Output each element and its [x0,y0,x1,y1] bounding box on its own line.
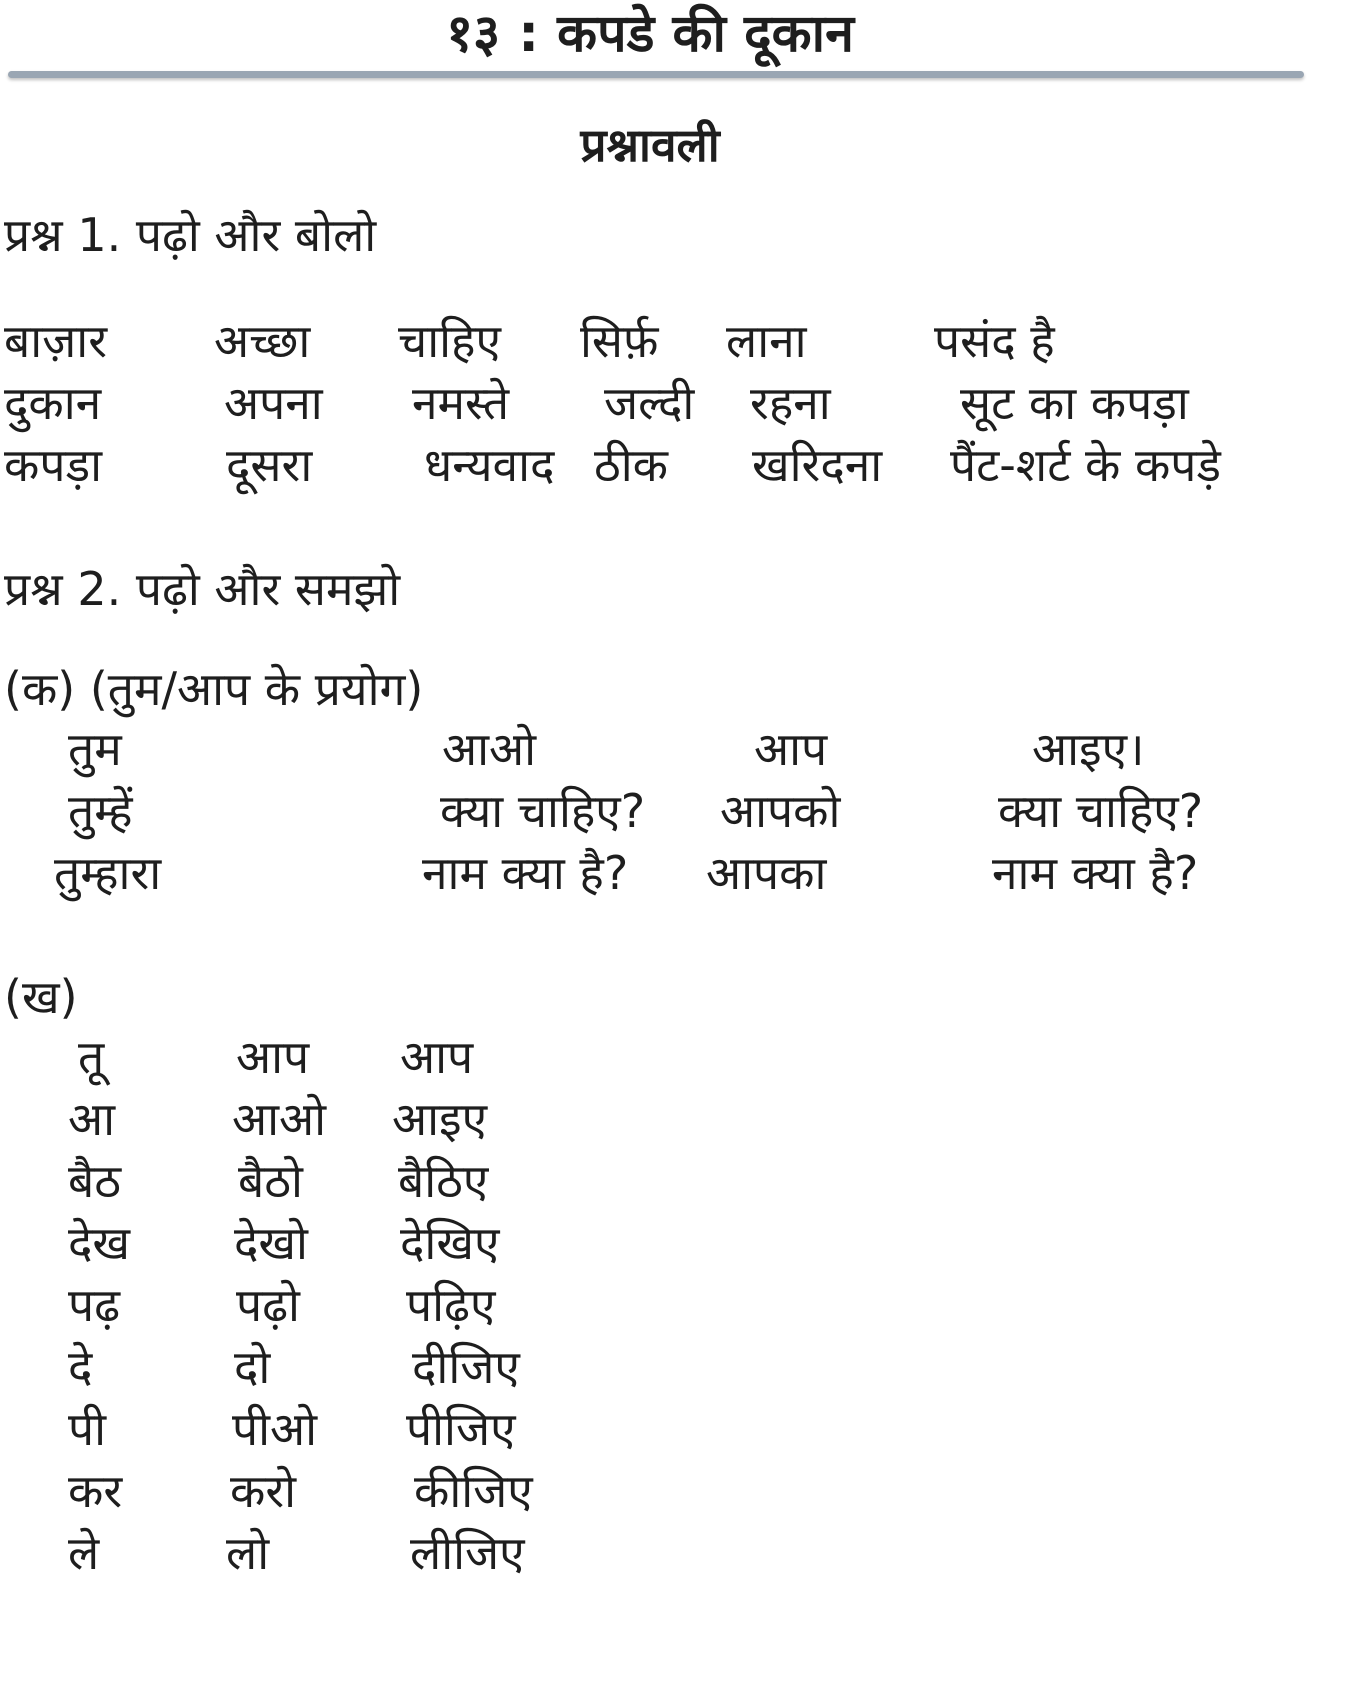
q2a-cell: क्या चाहिए? [998,784,1204,838]
q1-word: अच्छा [214,314,311,368]
q2a-cell: क्या चाहिए? [440,784,646,838]
q2b-cell: बैठो [238,1154,303,1208]
q2a-cell: तुम्हारा [54,846,162,900]
q1-word: कपड़ा [4,438,102,492]
q2b-cell: तू [78,1030,105,1084]
q2b-cell: दीजिए [412,1340,520,1394]
q1-word: दुकान [4,376,102,430]
q1-word: चाहिए [398,314,501,368]
q2-heading: प्रश्न 2. पढ़ो और समझो [4,562,401,616]
q1-word: सूट का कपड़ा [960,376,1189,430]
q2a-cell: नाम क्या है? [422,846,629,900]
q2b-cell: ले [68,1526,100,1580]
q1-word: दूसरा [226,438,313,492]
q2b-cell: करो [230,1464,297,1518]
q2b-cell: आओ [232,1092,327,1146]
q1-word: रहना [750,376,831,430]
q2b-cell: बैठिए [398,1154,489,1208]
q2a-cell: तुम्हें [68,784,133,838]
q1-word: धन्यवाद [424,438,555,492]
q2b-cell: देखिए [400,1216,500,1270]
q2b-cell: पढ़िए [406,1278,496,1332]
q1-word: पैंट-शर्ट के कपड़े [950,438,1222,492]
q2b-cell: आप [400,1030,474,1084]
q2b-cell: कर [68,1464,123,1518]
chapter-title: १३ : कपडे की दूकान [446,4,854,64]
q1-word: बाज़ार [4,314,108,368]
q2b-cell: पढ़ो [236,1278,300,1332]
q2a-cell: नाम क्या है? [992,846,1199,900]
q2b-cell: कीजिए [414,1464,533,1518]
q2a-cell: आपका [706,846,827,900]
q2b-cell: आइए [392,1092,488,1146]
q2b-cell: पीओ [232,1402,318,1456]
q1-word: नमस्ते [412,376,510,430]
q2a-cell: आप [754,722,828,776]
q1-word: सिर्फ़ [580,314,659,368]
q2b-cell: लीजिए [410,1526,525,1580]
q2a-cell: तुम [68,722,122,776]
q2b-cell: बैठ [68,1154,121,1208]
q1-heading: प्रश्न 1. पढ़ो और बोलो [4,208,377,262]
section-title: प्रश्नावली [580,118,720,172]
q1-word: पसंद है [934,314,1055,368]
q2b-cell: पीजिए [406,1402,516,1456]
q2b-cell: देख [68,1216,131,1270]
q1-word: अपना [224,376,323,430]
q2b-cell: आप [236,1030,310,1084]
q2b-cell: पी [68,1402,107,1456]
q2b-cell: पढ़ [68,1278,121,1332]
q2b-cell: लो [226,1526,270,1580]
title-underline [8,71,1304,78]
q1-word: खरिदना [752,438,883,492]
q2-part-a-label: (क) (तुम/आप के प्रयोग) [4,662,424,716]
q2a-cell: आओ [442,722,537,776]
q1-word: जल्दी [604,376,695,430]
q1-word: लाना [726,314,807,368]
q2b-cell: दो [234,1340,271,1394]
q2b-cell: दे [68,1340,93,1394]
q2-part-b-label: (ख) [4,970,78,1024]
q2b-cell: देखो [234,1216,308,1270]
q1-word: ठीक [594,438,668,492]
q2b-cell: आ [68,1092,116,1146]
q2a-cell: आपको [720,784,841,838]
q2a-cell: आइए। [1032,722,1145,776]
